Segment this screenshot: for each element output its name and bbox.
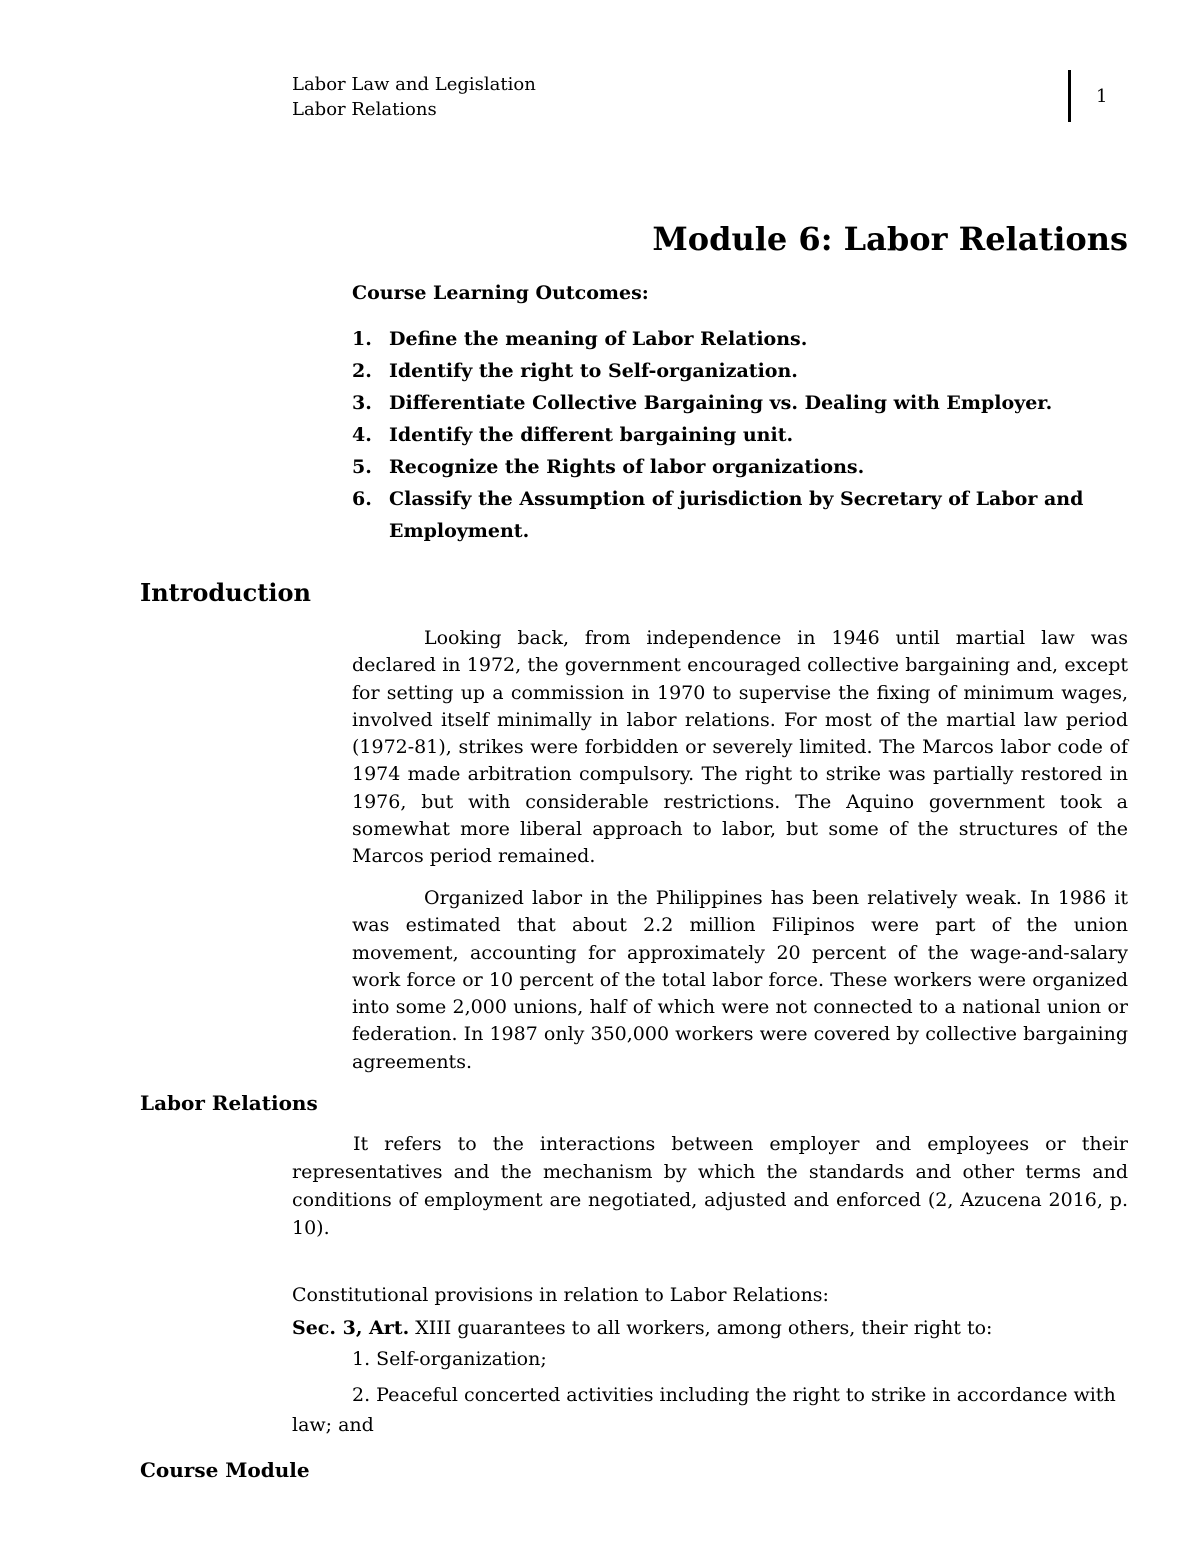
learning-outcomes-heading: Course Learning Outcomes: [352, 282, 649, 304]
list-item: 4. Identify the different bargaining unit. [352, 424, 794, 446]
list-item: 6. Classify the Assumption of jurisdiction by Secretary of Labor and Employment. [352, 488, 1084, 542]
module-title: Module 6: Labor Relations [652, 220, 1128, 258]
running-header [292, 72, 536, 122]
learning-outcomes-list [352, 323, 1112, 547]
page-number: 1 [1096, 86, 1108, 107]
right-concerted-activities: 2. Peaceful concerted activities including the right to strike in accordance with law; and [292, 1384, 1116, 1436]
introduction-heading: Introduction [140, 578, 311, 607]
header-course-title: Labor Law and Legislation [292, 74, 536, 95]
right-self-organization: 1. Self-organization; [352, 1348, 547, 1370]
list-item: 3. Differentiate Collective Bargaining vs. Dealing with Employer. [352, 392, 1053, 414]
section-3-article-13: Sec. 3, Art. XIII guarantees to all workers, among others, their right to: [292, 1317, 993, 1339]
list-item: 1. Define the meaning of Labor Relations. [352, 328, 808, 350]
labor-relations-heading: Labor Relations [140, 1091, 318, 1115]
labor-relations-definition: It refers to the interactions between employer and employees or their representatives and the mechanism by which the standards and other terms and conditions of employment are negotiated, adjusted and enforced (2, Azucena 2016, p. 10). [292, 1133, 1128, 1239]
list-item: 5. Recognize the Rights of labor organizations. [352, 456, 865, 478]
header-module-topic: Labor Relations [292, 99, 437, 120]
footer-label: Course Module [140, 1458, 310, 1482]
header-divider [1068, 70, 1071, 122]
list-item: 2. Identify the right to Self-organization. [352, 360, 798, 382]
introduction-paragraph-2: Organized labor in the Philippines has been relatively weak. In 1986 it was estimated that about 2.2 million Filipinos were part of the union movement, accounting for approximately 20 percent of the wage-and-salary work force or 10 percent of the total labor force. These workers were organized into some 2,000 unions, half of which were not connected to a national union or federation. In 1987 only 350,000 workers were covered by collective bargaining agreements. [352, 887, 1128, 1073]
introduction-paragraph-1: Looking back, from independence in 1946 until martial law was declared in 1972, the government encouraged collective bargaining and, except for setting up a commission in 1970 to supervise the fixing of minimum wages, involved itself minimally in labor relations. For most of the martial law period (1972-81), strikes were forbidden or severely limited. The Marcos labor code of 1974 made arbitration compulsory. The right to strike was partially restored in 1976, but with considerable restrictions. The Aquino government took a somewhat more liberal approach to labor, but some of the structures of the Marcos period remained. [352, 627, 1128, 868]
constitutional-provisions-heading: Constitutional provisions in relation to Labor Relations: [292, 1284, 829, 1306]
